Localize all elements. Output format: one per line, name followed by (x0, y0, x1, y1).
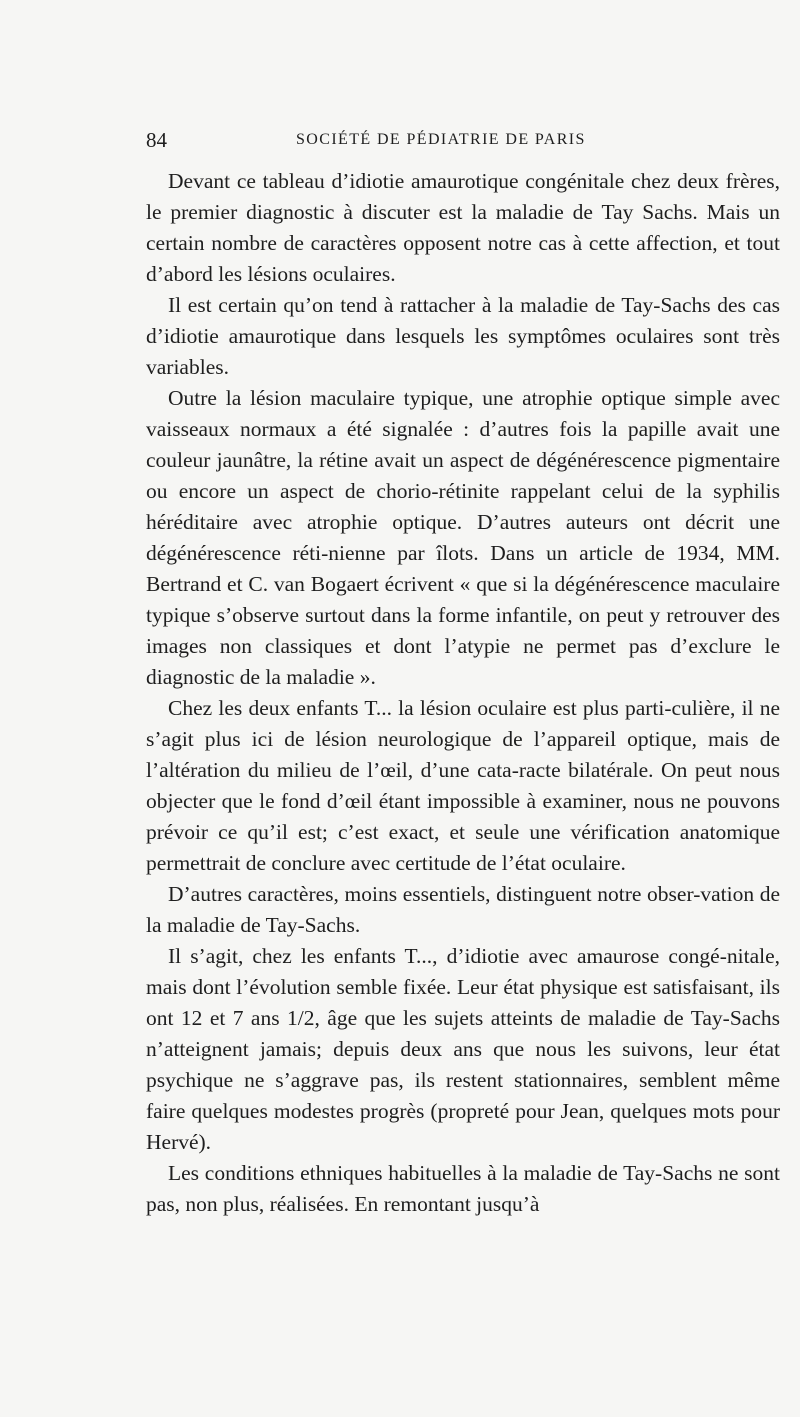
paragraph: Chez les deux enfants T... la lésion oculaire est plus parti-culière, il ne s’agit plus ici de lésion neurologique de l’appareil optique, mais de l’altération du milieu de l’œil, d’une cata-racte bilatérale. On peut nous objecter que le fond d’œil étant impossible à examiner, nous ne pouvons prévoir ce qu’il est; c’est exact, et seule une vérification anatomique permettrait de conclure avec certitude de l’état oculaire. (146, 696, 780, 875)
body-text (146, 166, 780, 1220)
running-title: SOCIÉTÉ DE PÉDIATRIE DE PARIS (296, 131, 586, 148)
paragraph: Devant ce tableau d’idiotie amaurotique congénitale chez deux frères, le premier diagnostic à discuter est la maladie de Tay Sachs. Mais un certain nombre de caractères opposent notre cas à cette affection, et tout d’abord les lésions oculaires. (146, 169, 780, 286)
paragraph: Les conditions ethniques habituelles à la maladie de Tay-Sachs ne sont pas, non plus, réalisées. En remontant jusqu’à (146, 1161, 780, 1216)
paragraph: Il s’agit, chez les enfants T..., d’idiotie avec amaurose congé-nitale, mais dont l’évolution semble fixée. Leur état physique est satisfaisant, ils ont 12 et 7 ans 1/2, âge que les sujets atteints de maladie de Tay-Sachs n’atteignent jamais; depuis deux ans que nous les suivons, leur état psychique ne s’aggrave pas, ils restent stationnaires, semblent même faire quelques modestes progrès (propreté pour Jean, quelques mots pour Hervé). (146, 944, 780, 1154)
paragraph: D’autres caractères, moins essentiels, distinguent notre obser-vation de la maladie de Tay-Sachs. (146, 882, 780, 937)
page-header (146, 128, 780, 156)
paragraph: Il est certain qu’on tend à rattacher à la maladie de Tay-Sachs des cas d’idiotie amaurotique dans lesquels les symptômes oculaires sont très variables. (146, 293, 780, 379)
page-number: 84 (146, 128, 167, 152)
paragraph: Outre la lésion maculaire typique, une atrophie optique simple avec vaisseaux normaux a été signalée : d’autres fois la papille avait une couleur jaunâtre, la rétine avait un aspect de dégénérescence pigmentaire ou encore un aspect de chorio-rétinite rappelant celui de la syphilis héréditaire avec atrophie optique. D’autres auteurs ont décrit une dégénérescence réti-nienne par îlots. Dans un article de 1934, MM. Bertrand et C. van Bogaert écrivent « que si la dégénérescence maculaire typique s’observe surtout dans la forme infantile, on peut y retrouver des images non classiques et dont l’atypie ne permet pas d’exclure le diagnostic de la maladie ». (146, 386, 780, 689)
